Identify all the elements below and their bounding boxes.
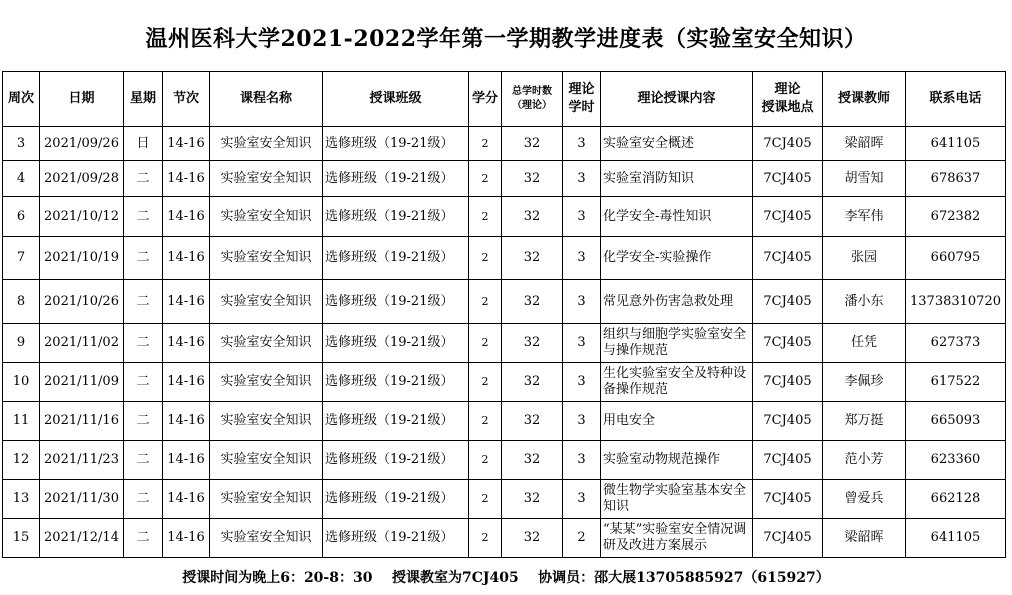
cell-phone: 660795 [906,237,1006,280]
cell-phone: 641105 [906,127,1006,161]
cell-total-hours: 32 [502,280,563,324]
cell-date: 2021/11/30 [40,480,124,519]
cell-class: 选修班级（19-21级） [323,197,469,237]
cell-theory-hours: 3 [563,480,601,519]
cell-periods: 14-16 [163,161,210,197]
cell-content: 实验室安全概述 [601,127,753,161]
cell-date: 2021/11/02 [40,324,124,363]
header-content: 理论授课内容 [601,72,753,127]
cell-course: 实验室安全知识 [210,127,323,161]
cell-phone: 672382 [906,197,1006,237]
cell-periods: 14-16 [163,519,210,558]
cell-week: 6 [3,197,40,237]
schedule-table [2,71,1006,558]
cell-week: 4 [3,161,40,197]
cell-week: 11 [3,402,40,441]
cell-theory-hours: 3 [563,237,601,280]
cell-theory-hours: 3 [563,402,601,441]
table-row [3,402,1006,441]
cell-content: 生化实验室安全及特种设备操作规范 [601,363,753,402]
cell-phone: 13738310720 [906,280,1006,324]
cell-theory-hours: 3 [563,197,601,237]
table-row [3,280,1006,324]
cell-credit: 2 [469,519,502,558]
cell-weekday: 二 [124,197,163,237]
cell-credit: 2 [469,161,502,197]
cell-content: 实验室动物规范操作 [601,441,753,480]
cell-location: 7CJ405 [753,402,823,441]
cell-phone: 678637 [906,161,1006,197]
cell-class: 选修班级（19-21级） [323,402,469,441]
cell-location: 7CJ405 [753,480,823,519]
cell-credit: 2 [469,480,502,519]
cell-credit: 2 [469,324,502,363]
page-title: 温州医科大学2021-2022学年第一学期教学进度表（实验室安全知识） [145,26,867,52]
cell-class: 选修班级（19-21级） [323,324,469,363]
cell-content: 常见意外伤害急救处理 [601,280,753,324]
cell-total-hours: 32 [502,127,563,161]
cell-credit: 2 [469,127,502,161]
cell-date: 2021/11/23 [40,441,124,480]
cell-periods: 14-16 [163,402,210,441]
table-row [3,480,1006,519]
cell-date: 2021/11/09 [40,363,124,402]
cell-teacher: 李军伟 [823,197,906,237]
cell-location: 7CJ405 [753,519,823,558]
cell-total-hours: 32 [502,363,563,402]
cell-phone: 617522 [906,363,1006,402]
header-total-hours-line2: （理论） [512,100,552,111]
cell-course: 实验室安全知识 [210,324,323,363]
cell-location: 7CJ405 [753,363,823,402]
header-location-line2: 授课地点 [761,100,814,115]
cell-content: 化学安全-毒性知识 [601,197,753,237]
cell-class: 选修班级（19-21级） [323,519,469,558]
cell-week: 13 [3,480,40,519]
cell-teacher: 张园 [823,237,906,280]
cell-weekday: 二 [124,324,163,363]
cell-week: 3 [3,127,40,161]
cell-class: 选修班级（19-21级） [323,363,469,402]
cell-date: 2021/11/16 [40,402,124,441]
cell-location: 7CJ405 [753,324,823,363]
cell-credit: 2 [469,441,502,480]
header-date: 日期 [40,72,124,127]
cell-weekday: 二 [124,363,163,402]
cell-class: 选修班级（19-21级） [323,127,469,161]
header-theory-hours-line2: 学时 [568,100,595,115]
cell-week: 15 [3,519,40,558]
cell-content: 组织与细胞学实验室安全与操作规范 [601,324,753,363]
table-row [3,324,1006,363]
cell-weekday: 日 [124,127,163,161]
cell-credit: 2 [469,237,502,280]
header-row [3,72,1006,127]
cell-credit: 2 [469,402,502,441]
cell-week: 10 [3,363,40,402]
cell-date: 2021/12/14 [40,519,124,558]
table-row [3,441,1006,480]
cell-periods: 14-16 [163,127,210,161]
table-row [3,127,1006,161]
cell-weekday: 二 [124,280,163,324]
cell-weekday: 二 [124,480,163,519]
cell-content: 用电安全 [601,402,753,441]
cell-class: 选修班级（19-21级） [323,161,469,197]
cell-date: 2021/10/19 [40,237,124,280]
cell-total-hours: 32 [502,237,563,280]
cell-phone: 641105 [906,519,1006,558]
header-teacher: 授课教师 [823,72,906,127]
cell-periods: 14-16 [163,441,210,480]
cell-class: 选修班级（19-21级） [323,441,469,480]
footer-note: 授课时间为晚上6：20-8：30 授课教室为7CJ405 协调员：邵大展13705885927（615927） [182,570,830,586]
cell-content: 微生物学实验室基本安全知识 [601,480,753,519]
cell-location: 7CJ405 [753,197,823,237]
cell-course: 实验室安全知识 [210,197,323,237]
table-row [3,363,1006,402]
cell-total-hours: 32 [502,480,563,519]
cell-teacher: 郑万挺 [823,402,906,441]
cell-phone: 662128 [906,480,1006,519]
cell-theory-hours: 3 [563,127,601,161]
header-theory-hours-line1: 理论 [568,82,595,97]
cell-total-hours: 32 [502,161,563,197]
cell-total-hours: 32 [502,402,563,441]
cell-theory-hours: 2 [563,519,601,558]
cell-teacher: 潘小东 [823,280,906,324]
cell-class: 选修班级（19-21级） [323,480,469,519]
cell-credit: 2 [469,197,502,237]
cell-weekday: 二 [124,237,163,280]
cell-weekday: 二 [124,441,163,480]
cell-location: 7CJ405 [753,161,823,197]
cell-date: 2021/09/28 [40,161,124,197]
cell-phone: 627373 [906,324,1006,363]
header-credit: 学分 [469,72,502,127]
cell-periods: 14-16 [163,197,210,237]
cell-periods: 14-16 [163,280,210,324]
header-week: 周次 [3,72,40,127]
table-row [3,237,1006,280]
cell-location: 7CJ405 [753,127,823,161]
header-location-line1: 理论 [774,82,801,97]
table-row [3,161,1006,197]
cell-periods: 14-16 [163,237,210,280]
header-total-hours-line1: 总学时数 [512,86,552,97]
cell-course: 实验室安全知识 [210,441,323,480]
cell-teacher: 胡雪知 [823,161,906,197]
cell-phone: 665093 [906,402,1006,441]
cell-course: 实验室安全知识 [210,161,323,197]
cell-course: 实验室安全知识 [210,363,323,402]
cell-teacher: 梁韶晖 [823,127,906,161]
cell-course: 实验室安全知识 [210,280,323,324]
table-row [3,519,1006,558]
cell-weekday: 二 [124,161,163,197]
cell-location: 7CJ405 [753,280,823,324]
cell-date: 2021/09/26 [40,127,124,161]
cell-theory-hours: 3 [563,161,601,197]
cell-teacher: 梁韶晖 [823,519,906,558]
cell-date: 2021/10/26 [40,280,124,324]
cell-course: 实验室安全知识 [210,480,323,519]
cell-theory-hours: 3 [563,441,601,480]
cell-week: 9 [3,324,40,363]
cell-class: 选修班级（19-21级） [323,280,469,324]
cell-week: 8 [3,280,40,324]
cell-periods: 14-16 [163,324,210,363]
header-weekday: 星期 [124,72,163,127]
cell-location: 7CJ405 [753,441,823,480]
cell-teacher: 李佩珍 [823,363,906,402]
cell-periods: 14-16 [163,480,210,519]
cell-class: 选修班级（19-21级） [323,237,469,280]
cell-theory-hours: 3 [563,324,601,363]
header-theory-hours [563,72,601,127]
header-phone: 联系电话 [906,72,1006,127]
cell-credit: 2 [469,280,502,324]
header-total-hours [502,72,563,127]
cell-total-hours: 32 [502,197,563,237]
cell-location: 7CJ405 [753,237,823,280]
header-course: 课程名称 [210,72,323,127]
cell-content: 化学安全-实验操作 [601,237,753,280]
cell-teacher: 范小芳 [823,441,906,480]
cell-course: 实验室安全知识 [210,519,323,558]
cell-theory-hours: 3 [563,363,601,402]
cell-course: 实验室安全知识 [210,237,323,280]
cell-total-hours: 32 [502,519,563,558]
cell-theory-hours: 3 [563,280,601,324]
header-class: 授课班级 [323,72,469,127]
cell-week: 7 [3,237,40,280]
cell-total-hours: 32 [502,324,563,363]
table-row [3,197,1006,237]
header-periods: 节次 [163,72,210,127]
header-location [753,72,823,127]
cell-date: 2021/10/12 [40,197,124,237]
cell-content: 实验室消防知识 [601,161,753,197]
cell-weekday: 二 [124,402,163,441]
cell-credit: 2 [469,363,502,402]
cell-teacher: 任凭 [823,324,906,363]
cell-week: 12 [3,441,40,480]
cell-total-hours: 32 [502,441,563,480]
cell-course: 实验室安全知识 [210,402,323,441]
cell-weekday: 二 [124,519,163,558]
cell-content: “某某”实验室安全情况调研及改进方案展示 [601,519,753,558]
cell-phone: 623360 [906,441,1006,480]
cell-periods: 14-16 [163,363,210,402]
cell-teacher: 曾爱兵 [823,480,906,519]
